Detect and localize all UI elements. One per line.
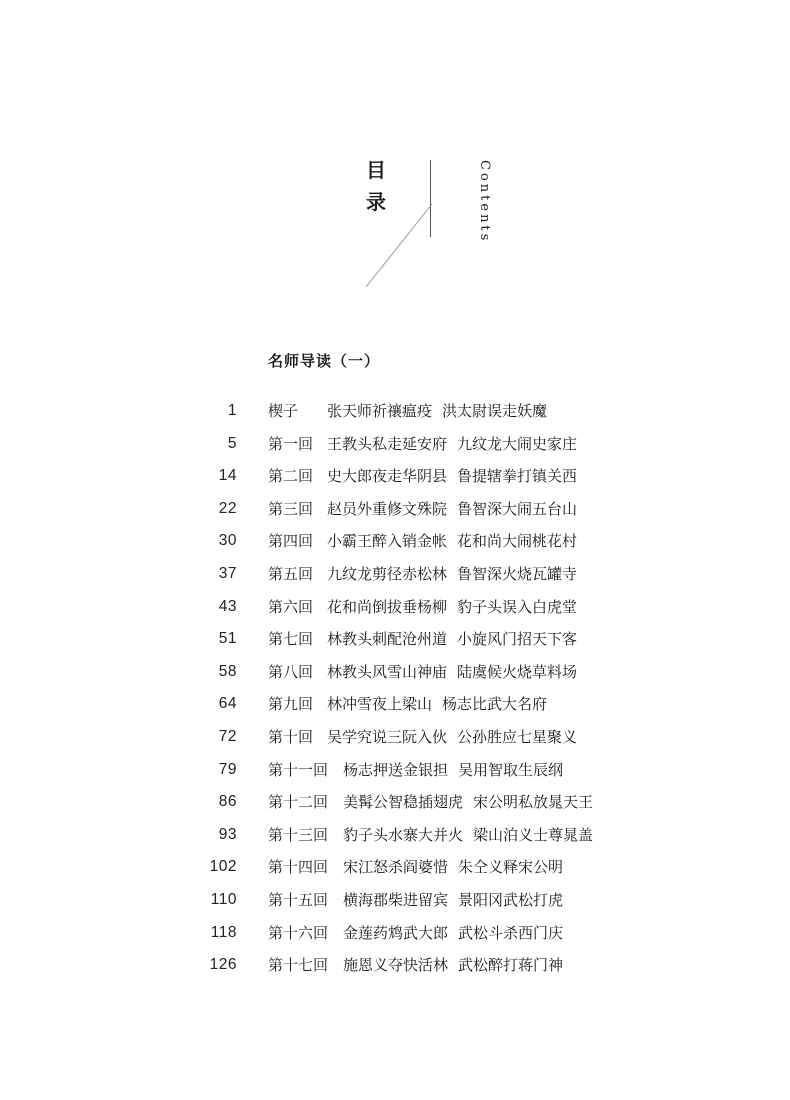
title-english: Contents <box>477 160 492 244</box>
toc-entry[interactable] <box>0 623 790 656</box>
toc-chapter-title <box>343 754 563 787</box>
toc-entry[interactable] <box>0 656 790 689</box>
toc-entry[interactable] <box>0 754 790 787</box>
toc-title-part-2: 武松醉打蒋门神 <box>458 956 564 975</box>
toc-title-part-1: 林冲雪夜上梁山 <box>327 695 433 714</box>
toc-title-part-1: 吴学究说三阮入伙 <box>327 727 448 746</box>
toc-chapter-title <box>327 721 577 754</box>
toc-title-part-2: 豹子头误入白虎堂 <box>457 597 578 616</box>
toc-title-part-1: 林教头刺配沧州道 <box>327 630 448 649</box>
toc-title-part-1: 美髯公智稳插翅虎 <box>343 793 464 812</box>
toc-title-part-1: 宋江怒杀阎婆惜 <box>343 858 449 877</box>
toc-page-number: 79 <box>218 760 237 778</box>
toc-chapter-label: 第六回 <box>268 597 314 616</box>
toc-title-part-1: 赵员外重修文殊院 <box>327 499 448 518</box>
toc-title-part-2: 公孙胜应七星聚义 <box>457 727 578 746</box>
toc-chapter-label: 第五回 <box>268 564 314 583</box>
title-char-mu: 目 <box>366 158 386 182</box>
toc-chapter-title <box>343 786 593 819</box>
toc-entry[interactable] <box>0 949 790 982</box>
toc-chapter-label: 第三回 <box>268 499 314 518</box>
toc-entry[interactable] <box>0 851 790 884</box>
toc-chapter-label: 第四回 <box>268 532 314 551</box>
toc-page-number: 102 <box>209 858 237 876</box>
toc-title-part-2: 杨志比武大名府 <box>442 695 548 714</box>
toc-entry[interactable] <box>0 819 790 852</box>
toc-chapter-title <box>343 917 563 950</box>
toc-entry[interactable] <box>0 493 790 526</box>
toc-chapter-label: 第十一回 <box>268 760 329 779</box>
toc-title-part-2: 鲁提辖拳打镇关西 <box>457 467 578 486</box>
toc-page-number: 110 <box>210 890 237 908</box>
title-char-lu: 录 <box>366 190 386 214</box>
section-heading[interactable]: 名师导读（一） <box>268 352 381 370</box>
toc-page-number: 14 <box>218 467 237 485</box>
toc-page-number: 37 <box>218 564 237 582</box>
toc-entry[interactable] <box>0 558 790 591</box>
toc-entry[interactable] <box>0 917 790 950</box>
toc-chapter-title <box>327 558 577 591</box>
toc-chapter-title <box>343 851 563 884</box>
toc-title-part-2: 小旋风门招天下客 <box>457 630 578 649</box>
toc-chapter-title <box>327 688 547 721</box>
toc-title-part-1: 横海郡柴进留宾 <box>343 890 449 909</box>
toc-chapter-label: 第八回 <box>268 662 314 681</box>
toc-title-part-2: 鲁智深火烧瓦罐寺 <box>457 564 578 583</box>
toc-title-part-2: 洪太尉误走妖魔 <box>442 402 548 420</box>
toc-chapter-title <box>327 525 577 558</box>
toc-chapter-title <box>343 884 563 917</box>
toc-title-part-1: 张天师祈禳瘟疫 <box>327 402 433 420</box>
toc-page-number: 86 <box>218 793 237 811</box>
toc-chapter-label: 第十四回 <box>268 858 329 877</box>
toc-entry[interactable] <box>0 460 790 493</box>
toc-chapter-title <box>327 656 577 689</box>
toc-title-part-1: 王教头私走延安府 <box>327 434 448 453</box>
toc-chapter-title <box>327 428 577 461</box>
toc-entry[interactable] <box>0 395 790 428</box>
toc-chapter-label: 第七回 <box>268 630 314 649</box>
toc-entry[interactable] <box>0 721 790 754</box>
toc-page-number: 126 <box>209 956 237 974</box>
toc-chapter-label: 第十三回 <box>268 825 329 844</box>
toc-entry[interactable] <box>0 688 790 721</box>
toc-chapter-title <box>327 493 577 526</box>
toc-chapter-title <box>343 819 593 852</box>
toc-chapter-label: 楔子 <box>268 402 299 420</box>
toc-entry[interactable] <box>0 428 790 461</box>
toc-entry[interactable] <box>0 525 790 558</box>
toc-title-part-1: 小霸王醉入销金帐 <box>327 532 448 551</box>
toc-page-number: 64 <box>218 695 237 713</box>
toc-chapter-label: 第十七回 <box>268 956 329 975</box>
toc-title-part-1: 金莲药鸩武大郎 <box>343 923 449 942</box>
toc-chapter-title <box>327 395 547 428</box>
toc-chapter-label: 第一回 <box>268 434 314 453</box>
toc-title-part-1: 九纹龙剪径赤松林 <box>327 564 448 583</box>
toc-page-number: 118 <box>210 923 237 941</box>
toc-chapter-label: 第十五回 <box>268 890 329 909</box>
toc-page-number: 30 <box>218 532 237 550</box>
toc-page-number: 72 <box>218 727 237 745</box>
toc-title-part-2: 鲁智深大闹五台山 <box>457 499 578 518</box>
toc-title-part-2: 吴用智取生辰纲 <box>458 760 564 779</box>
toc-chapter-label: 第十六回 <box>268 923 329 942</box>
toc-title-part-2: 陆虞候火烧草料场 <box>457 662 578 681</box>
toc-chapter-label: 第十二回 <box>268 793 329 812</box>
toc-entry[interactable] <box>0 591 790 624</box>
toc-chapter-title <box>327 460 577 493</box>
toc-title-part-2: 武松斗杀西门庆 <box>458 923 564 942</box>
toc-chapter-title <box>343 949 563 982</box>
toc-title-part-2: 梁山泊义士尊晁盖 <box>473 825 594 844</box>
toc-page-number: 58 <box>218 662 237 680</box>
toc-title-part-1: 花和尚倒拔垂杨柳 <box>327 597 448 616</box>
toc-title-part-2: 花和尚大闹桃花村 <box>457 532 578 551</box>
toc-title-part-1: 史大郎夜走华阴县 <box>327 467 448 486</box>
toc-title-part-2: 景阳冈武松打虎 <box>458 890 564 909</box>
toc-chapter-title <box>327 591 577 624</box>
toc-title-part-1: 施恩义夺快活林 <box>343 956 449 975</box>
toc-chapter-label: 第九回 <box>268 695 314 714</box>
toc-page-number: 93 <box>218 825 237 843</box>
toc-page-number: 5 <box>227 434 237 452</box>
toc-page-number: 43 <box>218 597 237 615</box>
toc-page-number: 51 <box>218 630 237 648</box>
toc-title-part-1: 豹子头水寨大并火 <box>343 825 464 844</box>
toc-list <box>0 395 790 982</box>
toc-title-part-2: 九纹龙大闹史家庄 <box>457 434 578 453</box>
toc-entry[interactable] <box>0 786 790 819</box>
toc-chapter-label: 第十回 <box>268 727 314 746</box>
toc-page-number: 1 <box>227 402 237 419</box>
toc-entry[interactable] <box>0 884 790 917</box>
toc-chapter-label: 第二回 <box>268 467 314 486</box>
toc-chapter-title <box>327 623 577 656</box>
toc-title-part-1: 杨志押送金银担 <box>343 760 449 779</box>
toc-page-number: 22 <box>218 499 237 517</box>
toc-title-part-2: 朱仝义释宋公明 <box>458 858 564 877</box>
toc-title-part-2: 宋公明私放晁天王 <box>473 793 594 812</box>
toc-title-part-1: 林教头风雪山神庙 <box>327 662 448 681</box>
